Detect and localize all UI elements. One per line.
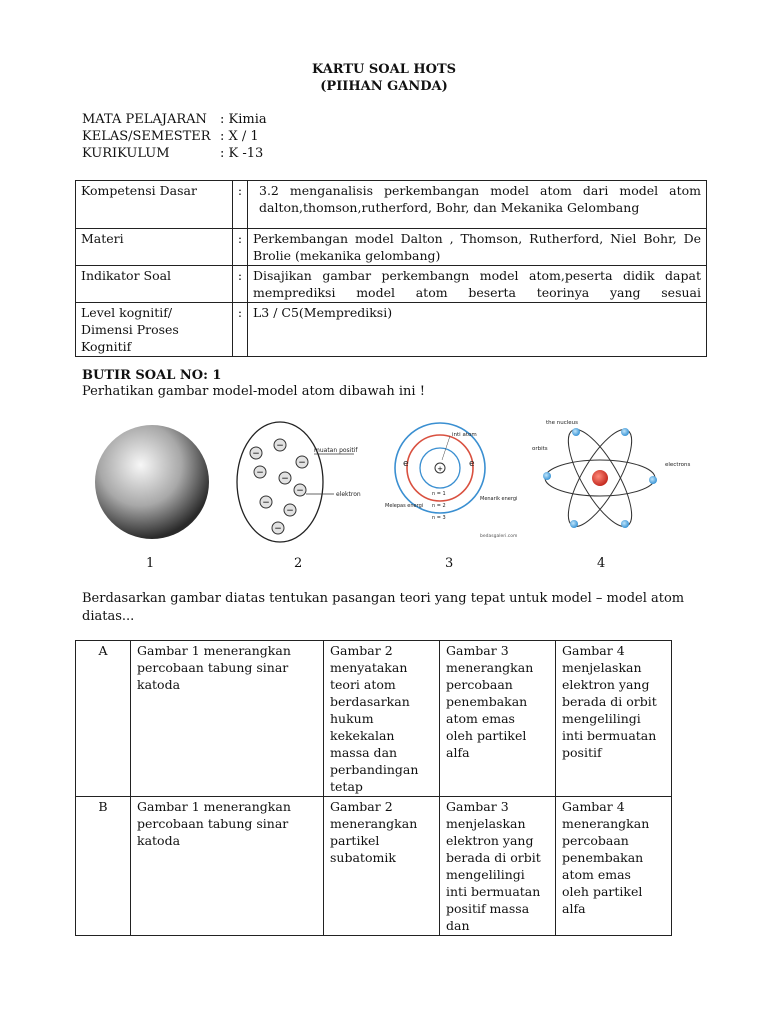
meta-kurikulum [82, 146, 263, 161]
bohr-release-label: Melepas energi [385, 503, 424, 509]
bohr-electron-1: e [403, 459, 409, 469]
option-cell [324, 797, 440, 936]
rutherford-electrons-label: electrons [665, 462, 691, 468]
info-line: L3 / C5(Memprediksi) [253, 305, 393, 320]
electron-icon [272, 522, 284, 534]
dalton-model [95, 425, 209, 539]
info-label: Materi [76, 229, 233, 266]
option-line: alfa [446, 745, 470, 760]
option-line: percobaan [446, 677, 513, 692]
meta-key: KELAS/SEMESTER [82, 129, 211, 144]
info-value [248, 181, 707, 229]
option-line: berdasarkan [330, 694, 410, 709]
dalton-sphere [95, 425, 209, 539]
option-line: oleh partikel [446, 728, 527, 743]
option-row-b[interactable] [76, 797, 672, 936]
option-line: percobaan [562, 833, 629, 848]
meta-value: : Kimia [220, 112, 267, 127]
option-line: katoda [137, 833, 181, 848]
option-line: alfa [562, 901, 586, 916]
option-line: teori atom [330, 677, 396, 692]
bohr-n3-label: n = 3 [432, 515, 446, 521]
option-line: elektron yang [446, 833, 534, 848]
option-cell [324, 641, 440, 797]
bohr-n2-label: n = 2 [432, 503, 446, 509]
info-label: Kompetensi Dasar [76, 181, 233, 229]
bohr-source-label: bedasgaleri.com [480, 534, 518, 539]
option-cell [556, 641, 672, 797]
rutherford-electron [621, 428, 629, 436]
option-line: inti bermuatan [562, 728, 657, 743]
rutherford-electron [572, 428, 580, 436]
info-separator: : [233, 181, 248, 229]
option-line: massa dan [330, 745, 398, 760]
option-cell [556, 797, 672, 936]
option-line: mengelilingi [446, 867, 525, 882]
meta-key: KURIKULUM [82, 146, 170, 161]
page-title: KARTU SOAL HOTS [311, 62, 457, 77]
meta-kelas-semester [82, 129, 259, 144]
info-label-line: Level kognitif/ [81, 305, 173, 320]
svg-text:−: − [276, 441, 284, 451]
figure-number-2: 2 [294, 556, 303, 571]
rutherford-model [532, 420, 690, 535]
option-line: partikel [330, 833, 380, 848]
meta-mata-pelajaran [82, 112, 267, 127]
svg-text:−: − [286, 506, 294, 516]
option-line: kekekalan [330, 728, 395, 743]
option-letter: A [76, 641, 131, 797]
option-line: menerangkan [330, 816, 418, 831]
bohr-absorb-label: Menarik energi [480, 496, 518, 502]
option-line: Gambar 4 [562, 799, 625, 814]
svg-text:−: − [298, 458, 306, 468]
electron-icon [260, 496, 272, 508]
option-line: atom emas [446, 711, 515, 726]
option-row-a[interactable] [76, 641, 672, 797]
option-line: berada di orbit [562, 694, 657, 709]
svg-text:−: − [296, 486, 304, 496]
option-line: menjelaskan [446, 816, 526, 831]
svg-text:−: − [281, 474, 289, 484]
option-line: berada di orbit [446, 850, 541, 865]
option-line: Gambar 1 menerangkan [137, 799, 291, 814]
svg-text:−: − [262, 498, 270, 508]
info-line: dalton,thomson,rutherford, Bohr, dan Mekanika Gelombang [259, 200, 640, 215]
thomson-model [237, 422, 361, 542]
electron-icon [296, 456, 308, 468]
bohr-core-label: inti atom [452, 432, 477, 438]
option-line: Gambar 1 menerangkan [137, 643, 291, 658]
info-value [248, 266, 707, 303]
info-line: Disajikan gambar perkembangn model atom,peserta didik dapat [253, 268, 701, 283]
rutherford-electron [543, 472, 551, 480]
bohr-model [385, 423, 517, 539]
info-line: Perkembangan model Dalton , Thomson, Rutherford, Niel Bohr, De [253, 231, 701, 246]
option-line: perbandingan [330, 762, 419, 777]
figure-number-3: 3 [445, 556, 454, 571]
option-line: percobaan tabung sinar [137, 660, 289, 675]
info-separator: : [233, 229, 248, 266]
info-table [75, 180, 707, 357]
rutherford-electron [649, 476, 657, 484]
plus-icon: + [437, 465, 443, 473]
figure-number-4: 4 [597, 556, 606, 571]
option-line: Gambar 3 [446, 643, 509, 658]
svg-text:−: − [274, 524, 282, 534]
electron-icon [254, 466, 266, 478]
info-label-line: Kognitif [81, 339, 132, 354]
electron-icon [250, 447, 262, 459]
rutherford-electron [570, 520, 578, 528]
option-cell [440, 797, 556, 936]
option-line: inti bermuatan [446, 884, 541, 899]
figure-number-1: 1 [146, 556, 155, 571]
thomson-electron-label: elektron [336, 491, 361, 498]
info-row-kompetensi [76, 181, 707, 229]
svg-text:−: − [252, 449, 260, 459]
option-line: penembakan [446, 694, 528, 709]
option-cell [440, 641, 556, 797]
option-line: menerangkan [446, 660, 534, 675]
option-line: Gambar 2 [330, 799, 393, 814]
info-row-materi [76, 229, 707, 266]
svg-text:−: − [256, 468, 264, 478]
option-line: menyatakan [330, 660, 408, 675]
electron-icon [284, 504, 296, 516]
info-label: Indikator Soal [76, 266, 233, 303]
option-cell [131, 641, 324, 797]
option-line: Gambar 2 [330, 643, 393, 658]
electron-icon [279, 472, 291, 484]
rutherford-nucleus-label: the nucleus [546, 420, 579, 426]
option-line: oleh partikel [562, 884, 643, 899]
question-prompt-line: diatas... [82, 609, 135, 624]
info-label-line: Dimensi Proses [81, 322, 179, 337]
electron-icon [294, 484, 306, 496]
rutherford-orbits-label: orbits [532, 446, 548, 452]
info-row-level [76, 303, 707, 357]
meta-value: : X / 1 [220, 129, 259, 144]
info-line: Brolie (mekanika gelombang) [253, 248, 441, 263]
question-prompt-line: Berdasarkan gambar diatas tentukan pasangan teori yang tepat untuk model – model atom [82, 591, 685, 606]
option-line: subatomik [330, 850, 396, 865]
options-table [75, 640, 672, 936]
atom-models-figure [80, 410, 700, 550]
option-line: positif [562, 745, 602, 760]
electron-icon [274, 439, 286, 451]
info-row-indikator [76, 266, 707, 303]
info-label [76, 303, 233, 357]
option-line: tetap [330, 779, 363, 794]
option-line: mengelilingi [562, 711, 641, 726]
option-cell [131, 797, 324, 936]
option-line: elektron yang [562, 677, 650, 692]
option-line: Gambar 4 [562, 643, 625, 658]
question-prompt [82, 590, 692, 626]
thomson-positive-label: muatan positif [314, 447, 358, 454]
question-heading: BUTIR SOAL NO: 1 [82, 368, 222, 383]
info-separator: : [233, 266, 248, 303]
bohr-electron-2: e [469, 459, 475, 469]
option-line: menerangkan [562, 816, 650, 831]
question-intro: Perhatikan gambar model-model atom dibawah ini ! [82, 384, 425, 399]
option-line: atom emas [562, 867, 631, 882]
option-line: menjelaskan [562, 660, 642, 675]
info-line: memprediksi model atom beserta teorinya yang sesuai [253, 285, 701, 300]
info-value [248, 303, 707, 357]
info-separator: : [233, 303, 248, 357]
bohr-n1-label: n = 1 [432, 491, 446, 497]
meta-value: : K -13 [220, 146, 264, 161]
info-line: 3.2 menganalisis perkembangan model atom dari model atom [259, 183, 701, 198]
page-subtitle: (PIIHAN GANDA) [320, 79, 448, 94]
option-line: hukum [330, 711, 374, 726]
option-line: katoda [137, 677, 181, 692]
rutherford-electron [621, 520, 629, 528]
meta-key: MATA PELAJARAN [82, 112, 207, 127]
option-line: positif massa [446, 901, 530, 916]
option-line: Gambar 3 [446, 799, 509, 814]
option-line: dan [446, 918, 470, 933]
info-value [248, 229, 707, 266]
option-line: penembakan [562, 850, 644, 865]
option-line: percobaan tabung sinar [137, 816, 289, 831]
option-letter: B [76, 797, 131, 936]
rutherford-nucleus [592, 470, 608, 486]
